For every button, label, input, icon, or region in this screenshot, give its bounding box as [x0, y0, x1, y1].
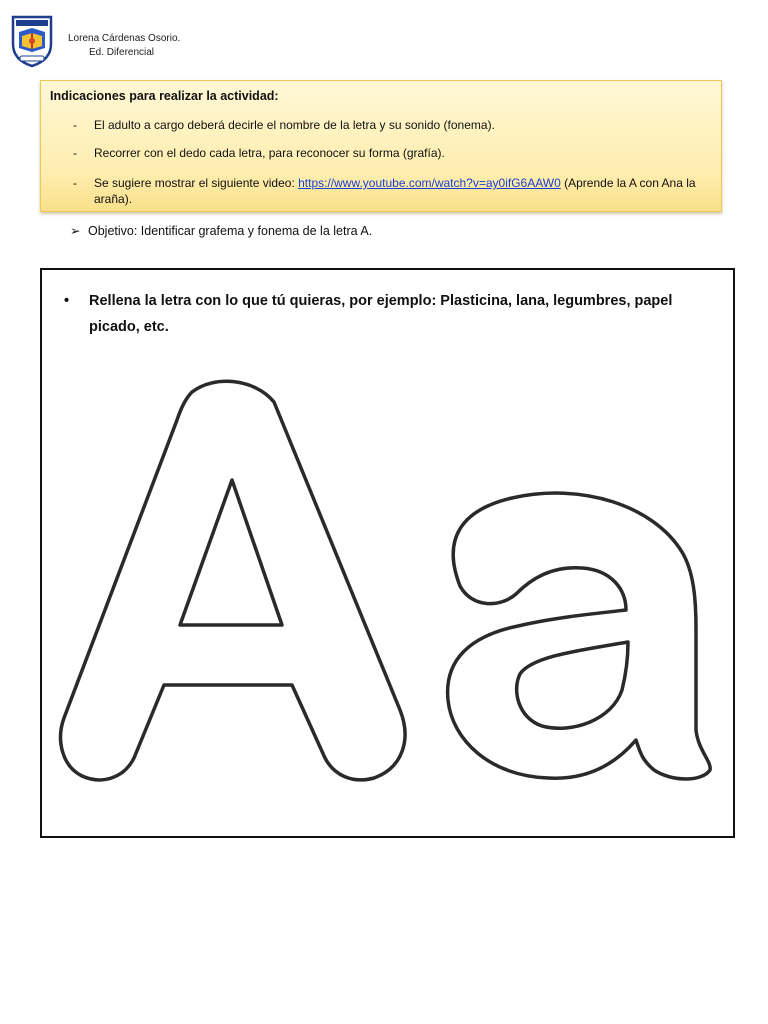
author-block [68, 32, 180, 60]
author-name: Lorena Cárdenas Osorio. [68, 33, 181, 44]
uppercase-a-outline [61, 381, 405, 780]
instruction-text-after: (Aprende la A con Ana la araña). [94, 176, 696, 206]
department-name: Ed. Diferencial [89, 47, 155, 58]
instruction-dash: - [73, 118, 77, 132]
video-link[interactable]: https://www.youtube.com/watch?v=ay0ifG6AAW0 [298, 176, 561, 190]
lowercase-a-outline [448, 493, 711, 779]
bullet-icon: • [64, 293, 70, 309]
instruction-dash: - [73, 176, 77, 190]
instructions-title: Indicaciones para realizar la actividad: [50, 89, 279, 103]
activity-frame [40, 268, 735, 838]
instruction-text: Recorrer con el dedo cada letra, para reconocer su forma (grafía). [94, 146, 445, 160]
instruction-text-before: Se sugiere mostrar el siguiente video: [94, 176, 299, 190]
arrow-bullet-icon: ➢ [70, 224, 81, 238]
instruction-text: El adulto a cargo deberá decirle el nombre de la letra y su sonido (fonema). [94, 118, 495, 132]
instructions-box [40, 80, 722, 212]
instruction-text [94, 175, 714, 207]
objective-text: Objetivo: Identificar grafema y fonema de la letra A. [88, 224, 373, 238]
letters-outline [42, 270, 733, 836]
activity-text: Rellena la letra con lo que tú quieras, por ejemplo: Plasticina, lana, legumbres, papel picado, etc. [89, 293, 673, 335]
objective [70, 223, 372, 238]
instruction-dash: - [73, 146, 77, 160]
school-logo [10, 14, 54, 68]
